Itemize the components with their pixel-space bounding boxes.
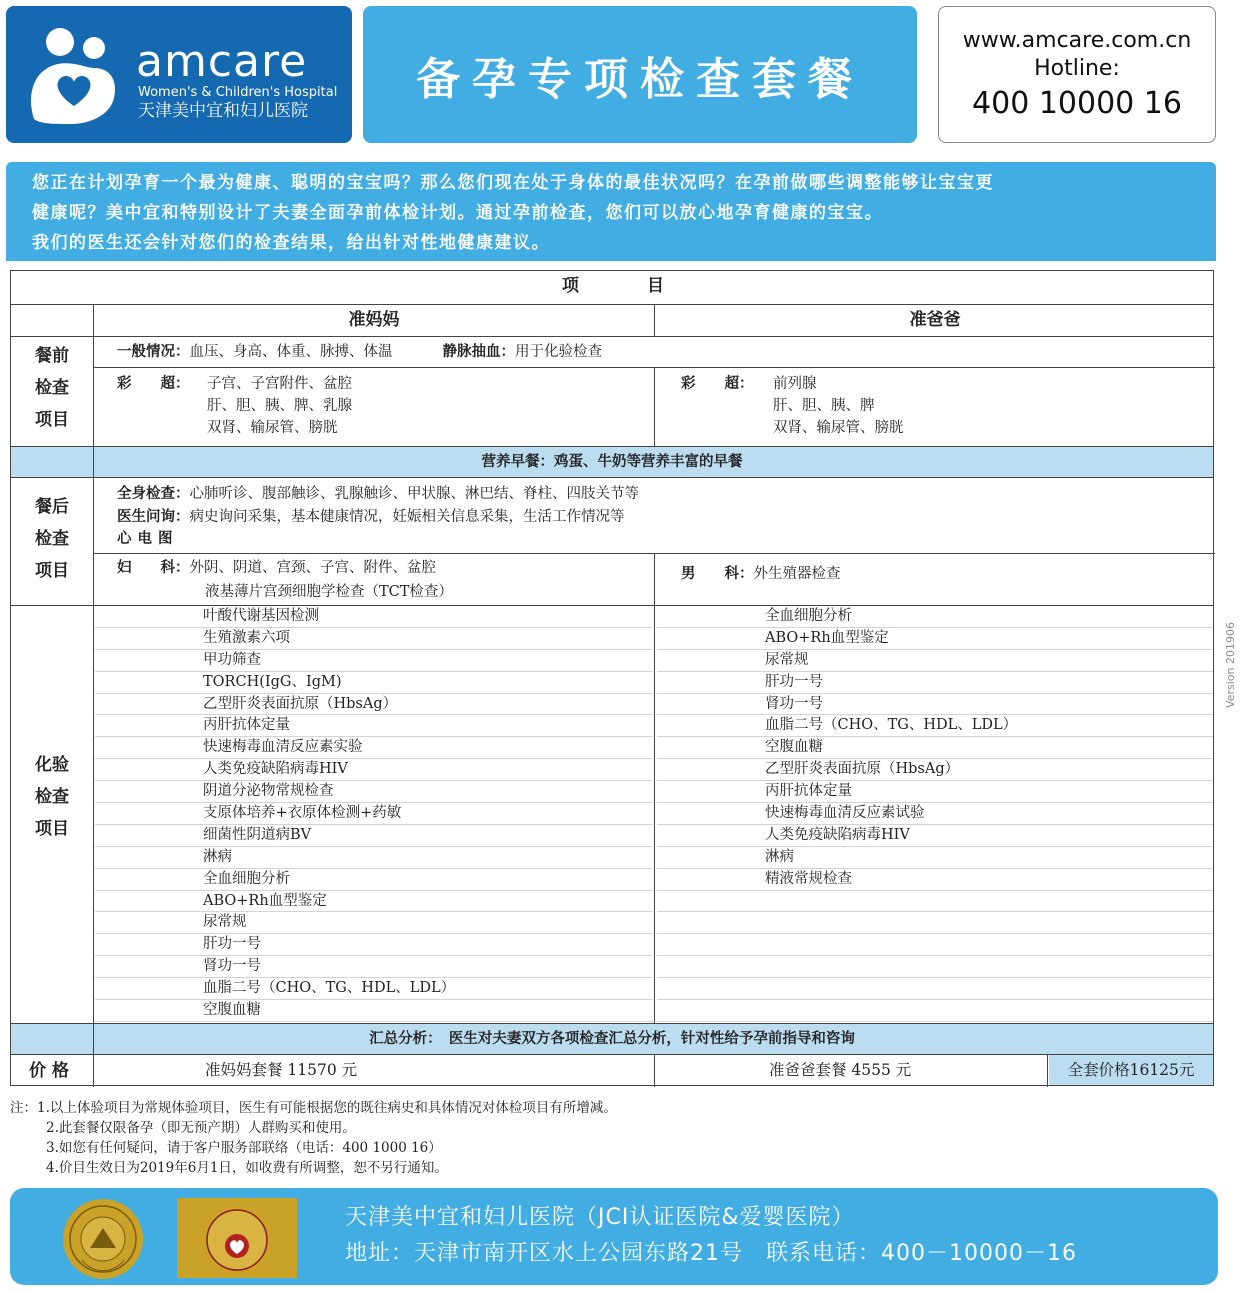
lab-label: 化验 检查 项目 bbox=[35, 755, 69, 839]
col-father-header: 准爸爸 bbox=[909, 310, 961, 330]
general-label: 一般情况： bbox=[117, 343, 190, 360]
note-item: 4.价目生效日为2019年6月1日，如收费有所调整，恕不另行通知。 bbox=[46, 1160, 448, 1176]
father-package-price: 准爸爸套餐 4555 元 bbox=[769, 1061, 912, 1079]
lab-list-item: 全血细胞分析 bbox=[95, 869, 653, 891]
lab-list-item: 全血细胞分析 bbox=[657, 606, 1213, 628]
breakfast-text: 营养早餐：鸡蛋、牛奶等营养丰富的早餐 bbox=[481, 453, 743, 470]
summary-text: 汇总分析： 医生对夫妻双方各项检查汇总分析，针对性给予孕前指导和咨询 bbox=[369, 1030, 855, 1047]
logo-chinese-subtitle: 天津美中宜和妇儿医院 bbox=[138, 101, 308, 121]
lab-list-item: 肝功一号 bbox=[657, 672, 1213, 694]
general-value: 血压、身高、体重、脉搏、体温 bbox=[189, 344, 393, 360]
intro-line: 您正在计划孕育一个最为健康、聪明的宝宝吗？那么您们现在处于身体的最佳状况吗？在孕前做哪些调整能够让宝宝更 bbox=[32, 173, 994, 193]
version-stamp bbox=[1220, 600, 1244, 710]
lab-list-item: 丙肝抗体定量 bbox=[95, 715, 653, 737]
hotline-label: Hotline: bbox=[1034, 56, 1120, 81]
footer bbox=[10, 1188, 1218, 1285]
us-father-label: 彩 超： bbox=[681, 375, 754, 392]
lab-list-item: 淋病 bbox=[95, 847, 653, 869]
mother-child-logo-icon bbox=[24, 24, 124, 128]
lab-list-item: 乙型肝炎表面抗原（HbsAg） bbox=[95, 694, 653, 716]
total-package-price: 全套价格16125元 bbox=[1049, 1055, 1213, 1085]
lab-list-item: ABO+Rh血型鉴定 bbox=[657, 628, 1213, 650]
mid-divider-us bbox=[654, 367, 655, 446]
tct-line: 液基薄片宫颈细胞学检查（TCT检查） bbox=[205, 584, 453, 600]
logo-english-subtitle: Women's & Children's Hospital bbox=[138, 85, 338, 100]
lab-list-item: 尿常规 bbox=[95, 912, 653, 934]
label-column-divider bbox=[93, 304, 94, 1087]
website-url: www.amcare.com.cn bbox=[962, 28, 1192, 53]
doctor-inquiry-line bbox=[117, 506, 625, 528]
gyn-value: 外阴、阴道、宫颈、子宫、附件、盆腔 bbox=[189, 560, 436, 576]
mother-package-price: 准妈妈套餐 11570 元 bbox=[205, 1061, 358, 1079]
col-mother-header: 准妈妈 bbox=[348, 310, 400, 330]
note-item: 3.如您有任何疑问，请于客户服务部联络（电话：400 1000 16） bbox=[46, 1140, 442, 1156]
lab-mother-list bbox=[95, 606, 653, 1022]
lab-list-item bbox=[657, 891, 1213, 913]
blood-value: 用于化验检查 bbox=[515, 344, 602, 360]
lab-list-item: 血脂二号（CHO、TG、HDL、LDL） bbox=[657, 715, 1213, 737]
ecg-line: 心电图 bbox=[117, 530, 179, 547]
title-banner bbox=[363, 6, 917, 143]
lab-list-item: 淋病 bbox=[657, 847, 1213, 869]
body-exam-line bbox=[117, 483, 639, 505]
blood-label: 静脉抽血： bbox=[442, 343, 515, 360]
mid-divider-header bbox=[654, 304, 655, 336]
us-mother-items: 子宫、子宫附件、盆腔 肝、胆、胰、脾、乳腺 双肾、输尿管、膀胱 bbox=[207, 376, 352, 436]
lab-list-item: 血脂二号（CHO、TG、HDL、LDL） bbox=[95, 978, 653, 1000]
mid-divider-price bbox=[654, 1054, 655, 1087]
lab-list-item: 甲功筛查 bbox=[95, 650, 653, 672]
jci-seal-icon bbox=[62, 1198, 144, 1280]
note-item: 2.此套餐仅限备孕（即无预产期）人群购买和使用。 bbox=[46, 1120, 356, 1136]
baby-friendly-seal-icon bbox=[177, 1198, 297, 1278]
lab-list-item: 快速梅毒血清反应素实验 bbox=[95, 737, 653, 759]
summary-band bbox=[11, 1023, 1213, 1054]
us-mother-label: 彩 超： bbox=[117, 375, 190, 392]
lab-list-item: 叶酸代谢基因检测 bbox=[95, 606, 653, 628]
footer-address: 地址：天津市南开区水上公园东路21号 联系电话：400－10000－16 bbox=[345, 1241, 1077, 1266]
doctor-inquiry-value: 病史询问采集，基本健康情况，妊娠相关信息采集，生活工作情况等 bbox=[189, 509, 625, 525]
lab-list-item: 精液常规检查 bbox=[657, 869, 1213, 891]
lab-list-item: 人类免疫缺陷病毒HIV bbox=[657, 825, 1213, 847]
male-label: 男 科： bbox=[681, 565, 754, 582]
notes-prefix: 注： bbox=[10, 1100, 37, 1116]
breakfast-band bbox=[11, 446, 1213, 477]
gyn-label: 妇 科： bbox=[117, 559, 190, 576]
lab-list-item: 空腹血糖 bbox=[95, 1000, 653, 1022]
intro-line: 健康呢？美中宜和特别设计了夫妻全面孕前体检计划。通过孕前检查，您们可以放心地孕育健康的宝宝。 bbox=[32, 203, 883, 223]
lab-list-item: 尿常规 bbox=[657, 650, 1213, 672]
body-exam-label: 全身检查： bbox=[117, 485, 190, 502]
lab-list-item: 肝功一号 bbox=[95, 934, 653, 956]
lab-list-item: 乙型肝炎表面抗原（HbsAg） bbox=[657, 759, 1213, 781]
male-value: 外生殖器检查 bbox=[753, 566, 841, 582]
lab-list-item: 细菌性阴道病BV bbox=[95, 825, 653, 847]
lab-list-item bbox=[657, 1000, 1213, 1022]
lab-list-item: 人类免疫缺陷病毒HIV bbox=[95, 759, 653, 781]
lab-father-list bbox=[657, 606, 1213, 1022]
page-title: 备孕专项检查套餐 bbox=[416, 53, 864, 105]
lab-list-item bbox=[657, 912, 1213, 934]
lab-list-item bbox=[657, 956, 1213, 978]
price-row bbox=[11, 1054, 1213, 1087]
lab-list-item: TORCH(IgG、IgM) bbox=[95, 672, 653, 694]
logo-wordmark: amcare bbox=[136, 36, 308, 87]
mid-divider-specialist bbox=[654, 553, 655, 605]
gyn-line bbox=[117, 557, 436, 579]
male-line bbox=[681, 563, 841, 585]
body-exam-value: 心肺听诊、腹部触诊、乳腺触诊、甲状腺、淋巴结、脊柱、四肢关节等 bbox=[189, 486, 639, 502]
footer-hospital-name: 天津美中宜和妇儿医院（JCI认证医院&爱婴医院） bbox=[345, 1205, 855, 1230]
lab-list-item: 支原体培养+衣原体检测+药敏 bbox=[95, 803, 653, 825]
lab-list-item: ABO+Rh血型鉴定 bbox=[95, 891, 653, 913]
lab-list-item: 丙肝抗体定量 bbox=[657, 781, 1213, 803]
total-divider bbox=[1047, 1054, 1048, 1087]
mid-divider-lab bbox=[654, 605, 655, 1023]
note-item: 1.以上体验项目为常规体验项目，医生有可能根据您的既往病史和具体情况对体检项目有所增减。 bbox=[37, 1100, 617, 1116]
version-text: Version 201906 bbox=[1224, 622, 1237, 708]
lab-list-item bbox=[657, 934, 1213, 956]
price-label: 价格 bbox=[29, 1061, 75, 1081]
notes bbox=[10, 1098, 617, 1178]
us-father-items: 前列腺 肝、胆、胰、脾 双肾、输尿管、膀胱 bbox=[773, 376, 904, 436]
lab-list-item: 阴道分泌物常规检查 bbox=[95, 781, 653, 803]
intro-paragraph bbox=[6, 162, 1216, 261]
lab-list-item: 生殖激素六项 bbox=[95, 628, 653, 650]
table-header-items: 项 目 bbox=[562, 276, 664, 296]
intro-line: 我们的医生还会针对您们的检查结果，给出针对性地健康建议。 bbox=[32, 233, 550, 253]
pre-meal-label: 餐前 检查 项目 bbox=[35, 346, 69, 430]
hotline-number: 400 10000 16 bbox=[972, 86, 1182, 121]
logo-block bbox=[6, 6, 352, 143]
post-meal-label: 餐后 检查 项目 bbox=[35, 497, 69, 581]
lab-list-item: 快速梅毒血清反应素试验 bbox=[657, 803, 1213, 825]
lab-list-item bbox=[657, 978, 1213, 1000]
doctor-inquiry-label: 医生问询： bbox=[117, 508, 190, 525]
contact-box bbox=[938, 6, 1216, 143]
lab-list-item: 肾功一号 bbox=[95, 956, 653, 978]
lab-list-item: 空腹血糖 bbox=[657, 737, 1213, 759]
lab-list-item: 肾功一号 bbox=[657, 694, 1213, 716]
exam-table bbox=[10, 270, 1214, 1086]
general-info-line bbox=[117, 341, 1017, 363]
